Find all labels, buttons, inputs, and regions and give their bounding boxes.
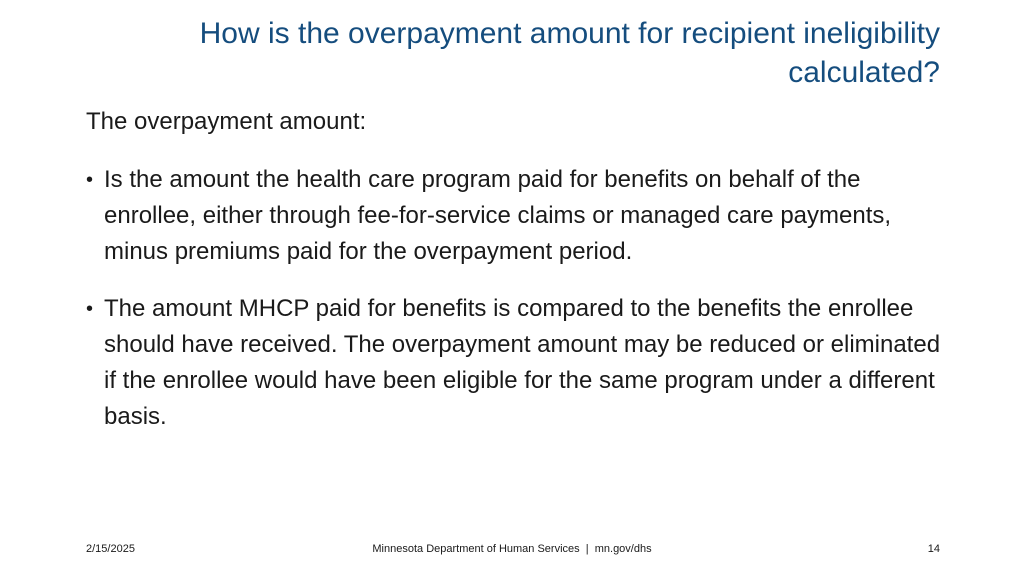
bullet-item xyxy=(86,162,946,270)
bullet-list xyxy=(86,162,946,456)
bullet-item xyxy=(86,291,946,435)
footer-organization: Minnesota Department of Human Services | mn.gov/dhs xyxy=(372,543,652,555)
page-number: 14 xyxy=(927,543,940,555)
slide-title: How is the overpayment amount for recipient ineligibility calculated? xyxy=(199,17,940,89)
intro-text: The overpayment amount: xyxy=(86,108,367,135)
footer-date: 2/15/2025 xyxy=(86,543,135,555)
bullet-marker: • xyxy=(86,298,94,320)
bullet-text: The amount MHCP paid for benefits is compared to the benefits the enrollee should have received. The overpayment amount may be reduced or eliminated if the enrollee would have been eligible for the same program under a different basis. xyxy=(104,295,941,430)
bullet-text: Is the amount the health care program paid for benefits on behalf of the enrollee, either through fee-for-service claims or managed care payments, minus premiums paid for the overpayment period. xyxy=(104,166,892,265)
bullet-marker: • xyxy=(86,169,94,191)
